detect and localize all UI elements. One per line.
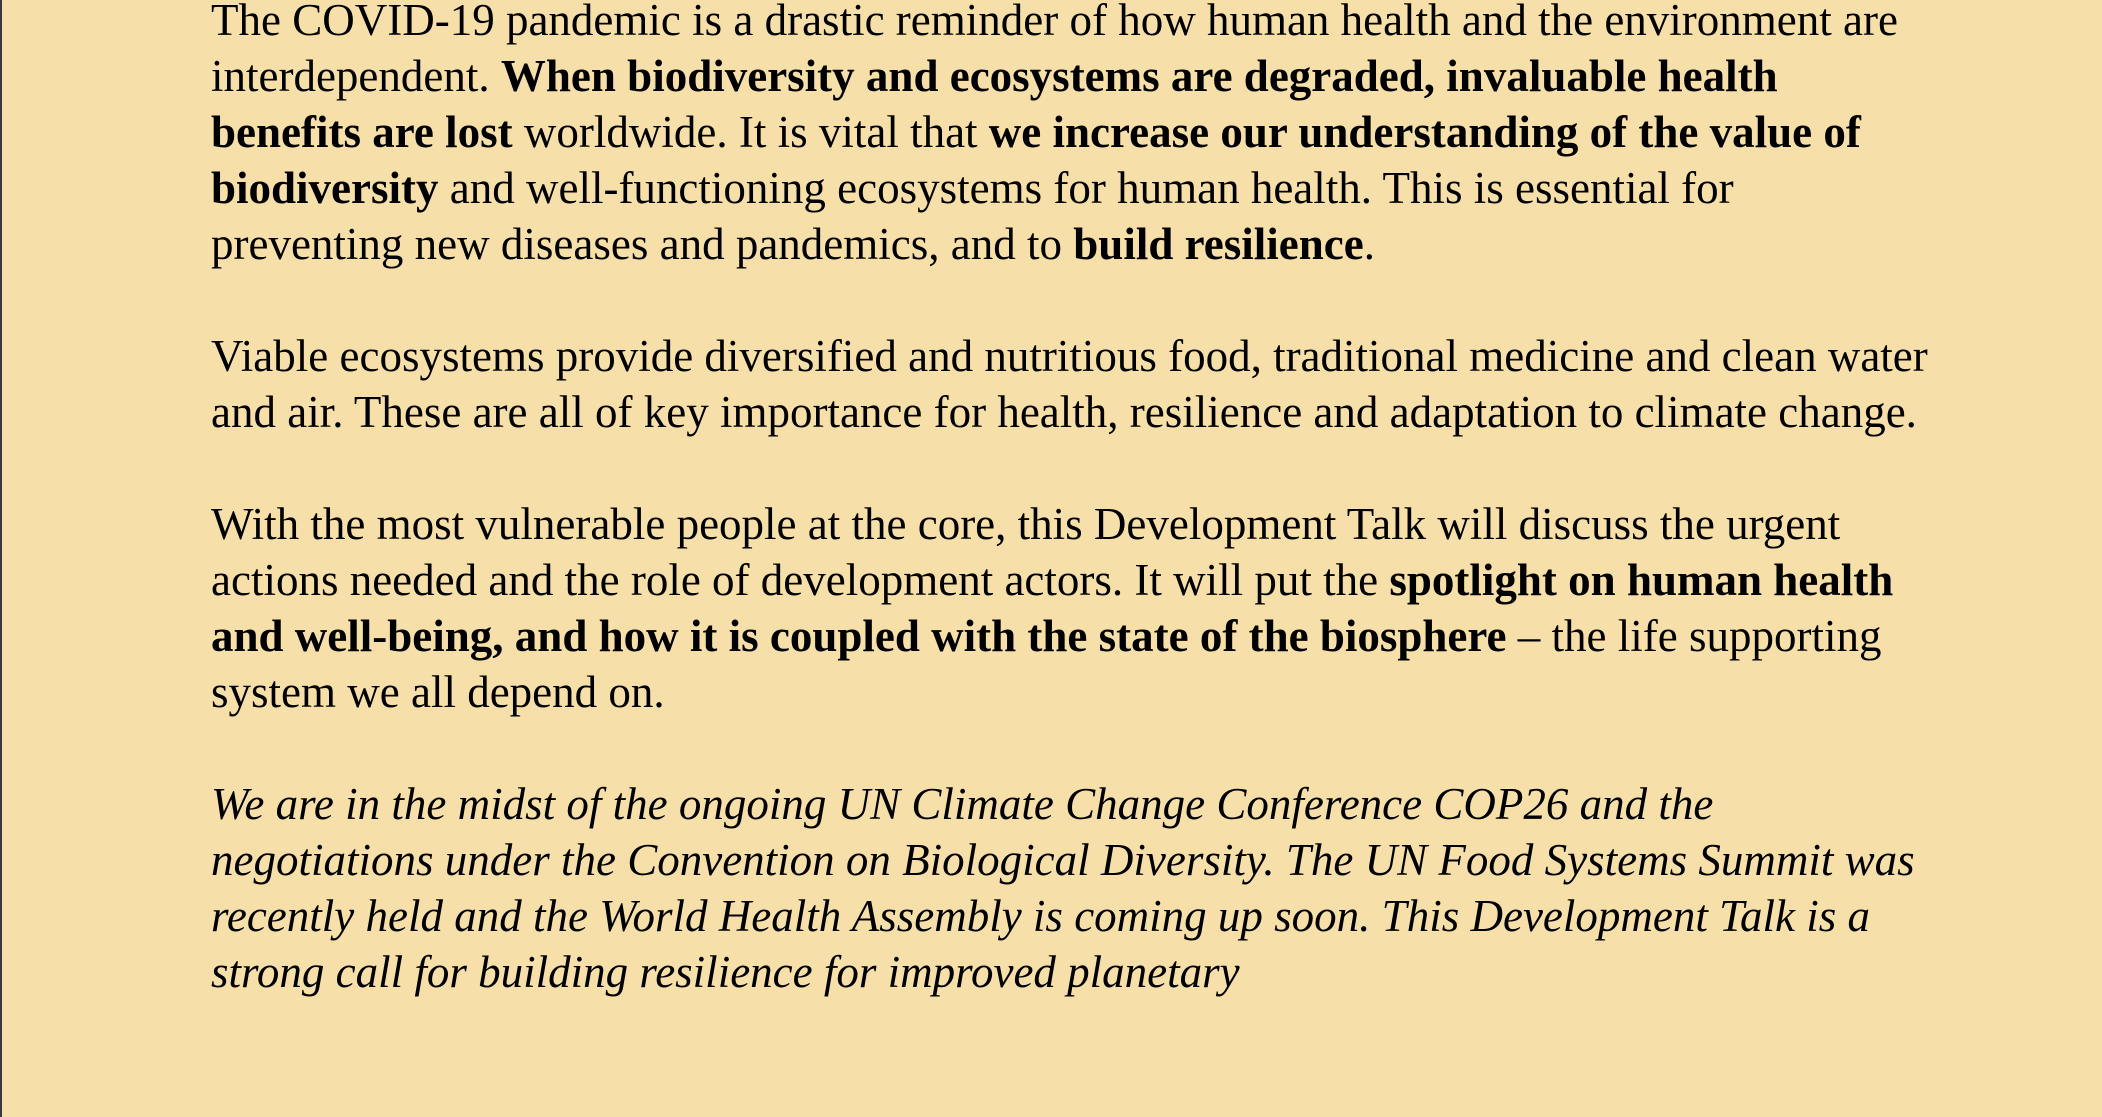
paragraph-cop26 xyxy=(211,776,1931,1000)
paragraph-development-talk xyxy=(211,496,1931,720)
bold-text-run: we increase our understanding of the value of biodiversity xyxy=(211,107,1861,213)
text-run: With the most vulnerable people at the core, this Development Talk will discuss the urgent actions needed and the role of development actors. It will put the xyxy=(211,499,1841,605)
text-run: – the life supporting system we all depend on. xyxy=(211,611,1882,717)
paragraph-ecosystems xyxy=(211,328,1931,440)
text-run: . xyxy=(1363,219,1375,269)
bold-text-run: spotlight on human health and well-being, and how it is coupled with the state of the biosphere xyxy=(211,555,1894,661)
paragraph-covid xyxy=(211,0,1931,272)
document-body xyxy=(211,0,1931,1056)
bold-text-run: When biodiversity and ecosystems are degraded, invaluable health benefits are lost xyxy=(211,51,1778,157)
text-run: The COVID-19 pandemic is a drastic reminder of how human health and the environment are interdependent. xyxy=(211,0,1898,101)
italic-text-run: We are in the midst of the ongoing UN Climate Change Conference COP26 and the negotiations under the Convention on Biological Diversity. The UN Food Systems Summit was recently held and the World Health Assembly is coming up soon. This Development Talk is a strong call for building resilience for improved planetary xyxy=(211,779,1915,997)
text-run: and well-functioning ecosystems for human health. This is essential for preventing new diseases and pandemics, and to xyxy=(211,163,1734,269)
text-run: worldwide. It is vital that xyxy=(512,107,989,157)
bold-text-run: build resilience xyxy=(1073,219,1364,269)
text-run: Viable ecosystems provide diversified and nutritious food, traditional medicine and clean water and air. These are all of key importance for health, resilience and adaptation to climate change. xyxy=(211,331,1928,437)
